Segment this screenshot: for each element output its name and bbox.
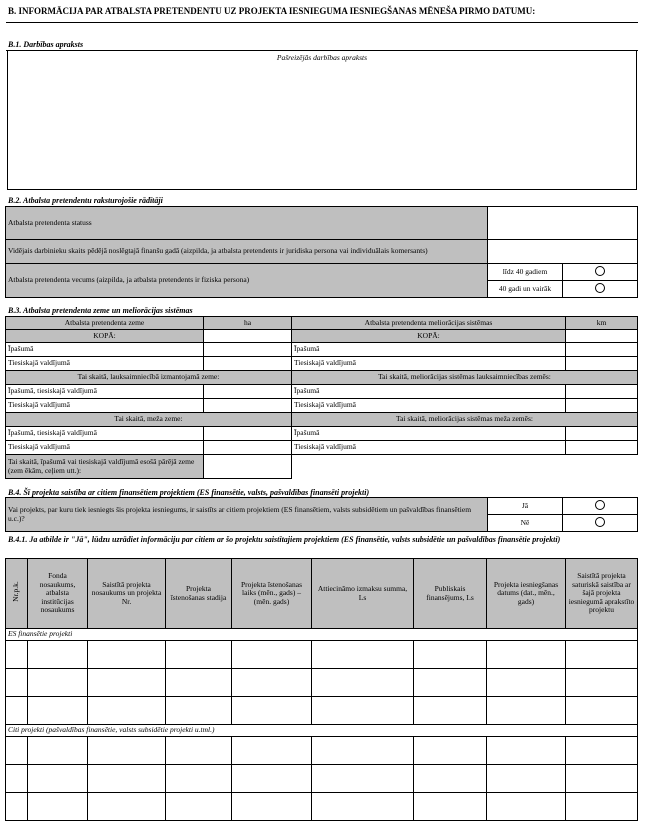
table-cell[interactable]	[487, 641, 566, 669]
related-no-radio[interactable]	[563, 515, 638, 532]
agri-land-lawful-label: Tiesiskajā valdījumā	[6, 399, 204, 413]
table-cell[interactable]	[312, 765, 414, 793]
table-cell[interactable]	[232, 641, 312, 669]
agri-mel-label: Tai skaitā, meliorācijas sistēmas lauksaimniecības zemēs:	[292, 371, 638, 385]
employees-label: Vidējais darbinieku skaits pēdējā noslēgtajā finanšu gadā (aizpilda, ja atbalsta pretendents ir juridiska persona vai individuālais komersants)	[6, 240, 488, 264]
col-nr-text: Nr.p.k.	[11, 581, 21, 602]
table-cell[interactable]	[166, 669, 232, 697]
table-cell[interactable]	[6, 737, 28, 765]
table-cell[interactable]	[414, 669, 487, 697]
b3-heading: B.3. Atbalsta pretendenta zeme un meliorācijas sistēmas	[8, 306, 193, 315]
table-cell[interactable]	[414, 765, 487, 793]
forest-mel-label: Tai skaitā, meliorācijas sistēmas meža zemēs:	[292, 413, 638, 427]
forest-mel-lawful-label: Tiesiskajā valdījumā	[292, 441, 566, 455]
age-label: Atbalsta pretendenta vecums (aizpilda, ja atbalsta pretendents ir fiziska persona)	[6, 264, 488, 298]
col-submission-date: Projekta iesniegšanas datums (dat., mēn., gads)	[487, 559, 566, 629]
table-cell[interactable]	[487, 669, 566, 697]
col-related-project: Saistītā projekta nosaukums un projekta Nr.	[88, 559, 166, 629]
forest-mel-own-label: Īpašumā	[292, 427, 566, 441]
table-cell[interactable]	[566, 737, 638, 765]
employees-field[interactable]	[488, 240, 638, 264]
mel-lawful-label: Tiesiskajā valdījumā	[292, 357, 566, 371]
table-cell[interactable]	[566, 669, 638, 697]
land-own-label: Īpašumā	[6, 343, 204, 357]
table-cell[interactable]	[166, 641, 232, 669]
other-land-blank	[292, 455, 638, 479]
agri-land-own-lawful-label: Īpašumā, tiesiskajā valdījumā	[6, 385, 204, 399]
table-cell[interactable]	[232, 669, 312, 697]
related-projects-table	[5, 558, 638, 821]
col-nr	[6, 559, 28, 629]
related-yes-radio[interactable]	[563, 498, 638, 515]
table-cell[interactable]	[487, 697, 566, 725]
status-label: Atbalsta pretendenta statuss	[6, 207, 488, 240]
col-period: Projekta īstenošanas laiks (mēn., gads) – (mēn. gads)	[232, 559, 312, 629]
table-cell[interactable]	[166, 737, 232, 765]
agri-land-lawful-ha[interactable]	[204, 399, 292, 413]
table-cell[interactable]	[487, 765, 566, 793]
other-land-ha[interactable]	[204, 455, 292, 479]
agri-mel-lawful-label: Tiesiskajā valdījumā	[292, 399, 566, 413]
table-cell[interactable]	[166, 765, 232, 793]
mel-own-km[interactable]	[566, 343, 638, 357]
b2-heading: B.2. Atbalsta pretendentu raksturojošie rādītāji	[8, 196, 163, 205]
related-question: Vai projekts, par kuru tiek iesniegts šis projekta iesniegums, ir saistīts ar citiem projektiem (ES finansētiem, valsts subsidētiem un pašvaldības finansētiem u.c.)?	[6, 498, 488, 532]
title-rule	[6, 22, 638, 23]
forest-land-label: Tai skaitā, meža zeme:	[6, 413, 292, 427]
table-cell[interactable]	[414, 793, 487, 821]
table-cell[interactable]	[28, 641, 88, 669]
table-cell[interactable]	[166, 697, 232, 725]
forest-mel-own-km[interactable]	[566, 427, 638, 441]
col-ha: ha	[204, 317, 292, 330]
table-cell[interactable]	[6, 641, 28, 669]
col-land: Atbalsta pretendenta zeme	[6, 317, 204, 330]
table-cell[interactable]	[28, 737, 88, 765]
forest-land-own-lawful-ha[interactable]	[204, 427, 292, 441]
related-yes-label: Jā	[488, 498, 563, 515]
table-cell[interactable]	[6, 669, 28, 697]
land-total-ha[interactable]	[204, 330, 292, 343]
b4-table	[5, 497, 638, 532]
table-cell[interactable]	[88, 793, 166, 821]
table-cell[interactable]	[232, 793, 312, 821]
land-total-label: KOPĀ:	[6, 330, 204, 343]
table-cell[interactable]	[487, 737, 566, 765]
forest-land-lawful-ha[interactable]	[204, 441, 292, 455]
col-public-funding: Publiskais finansējums, Ls	[414, 559, 487, 629]
b3-table	[5, 316, 638, 479]
table-cell[interactable]	[6, 793, 28, 821]
table-cell[interactable]	[566, 697, 638, 725]
table-cell[interactable]	[28, 697, 88, 725]
table-cell[interactable]	[88, 765, 166, 793]
land-lawful-label: Tiesiskajā valdījumā	[6, 357, 204, 371]
age-option-40-plus: 40 gadi un vairāk	[488, 281, 563, 298]
col-km: km	[566, 317, 638, 330]
table-cell[interactable]	[6, 765, 28, 793]
status-field[interactable]	[488, 207, 638, 240]
agri-mel-own-label: Īpašumā	[292, 385, 566, 399]
table-cell[interactable]	[312, 793, 414, 821]
table-cell[interactable]	[312, 641, 414, 669]
b41-heading: B.4.1. Ja atbilde ir "Jā", lūdzu uzrādiet informāciju par citiem ar šo projektu saistītajiem projektiem (ES finansētie, valsts subsidētie un pašvaldības finansētie projekti)	[8, 535, 561, 544]
group-other-projects: Citi projekti (pašvaldības finansētie, valsts subsidētie projekti u.tml.)	[6, 725, 638, 737]
age-under-40-radio[interactable]	[563, 264, 638, 281]
agri-land-own-lawful-ha[interactable]	[204, 385, 292, 399]
other-land-label: Tai skaitā, īpašumā vai tiesiskajā valdījumā esošā pārējā zeme (zem ēkām, ceļiem utt.):	[6, 455, 204, 479]
table-cell[interactable]	[232, 697, 312, 725]
table-cell[interactable]	[414, 737, 487, 765]
table-cell[interactable]	[414, 641, 487, 669]
land-lawful-ha[interactable]	[204, 357, 292, 371]
age-40-plus-radio[interactable]	[563, 281, 638, 298]
activity-description-caption: Pašreizējās darbības apraksts	[276, 53, 368, 62]
group-es-projects: ES finansētie projekti	[6, 629, 638, 641]
b4-heading: B.4. Šī projekta saistība ar citiem finansētiem projektiem (ES finansētie, valsts, pašvaldības finansēti projekti)	[8, 488, 370, 497]
b1-heading: B.1. Darbības apraksts	[8, 40, 84, 49]
table-cell[interactable]	[566, 765, 638, 793]
col-content-link: Saistītā projekta saturiskā saistība ar šajā projekta iesniegumā aprakstīto projektu	[566, 559, 638, 629]
table-cell[interactable]	[566, 641, 638, 669]
col-stage: Projekta īstenošanas stadija	[166, 559, 232, 629]
forest-mel-lawful-km[interactable]	[566, 441, 638, 455]
mel-own-label: Īpašumā	[292, 343, 566, 357]
mel-total-km[interactable]	[566, 330, 638, 343]
related-no-label: Nē	[488, 515, 563, 532]
table-cell[interactable]	[28, 765, 88, 793]
table-cell[interactable]	[566, 793, 638, 821]
table-cell[interactable]	[312, 697, 414, 725]
table-cell[interactable]	[6, 697, 28, 725]
age-option-under-40: līdz 40 gadiem	[488, 264, 563, 281]
table-cell[interactable]	[312, 669, 414, 697]
table-cell[interactable]	[166, 793, 232, 821]
agri-mel-own-km[interactable]	[566, 385, 638, 399]
forest-land-lawful-label: Tiesiskajā valdījumā	[6, 441, 204, 455]
table-cell[interactable]	[88, 697, 166, 725]
table-cell[interactable]	[88, 669, 166, 697]
table-cell[interactable]	[232, 765, 312, 793]
activity-description-box[interactable]	[7, 50, 637, 190]
forest-land-own-lawful-label: Īpašumā, tiesiskajā valdījumā	[6, 427, 204, 441]
col-eligible-costs: Attiecināmo izmaksu summa, Ls	[312, 559, 414, 629]
mel-total-label: KOPĀ:	[292, 330, 566, 343]
section-title: B. INFORMĀCIJA PAR ATBALSTA PRETENDENTU UZ PROJEKTA IESNIEGUMA IESNIEGŠANAS MĒNEŠA PIRMO DATUMU:	[8, 6, 536, 16]
table-cell[interactable]	[414, 697, 487, 725]
table-cell[interactable]	[28, 793, 88, 821]
table-cell[interactable]	[232, 737, 312, 765]
table-cell[interactable]	[28, 669, 88, 697]
col-fund: Fonda nosaukums, atbalsta institūcijas nosaukums	[28, 559, 88, 629]
b2-table	[5, 206, 638, 298]
table-cell[interactable]	[312, 737, 414, 765]
table-cell[interactable]	[88, 737, 166, 765]
agri-land-label: Tai skaitā, lauksaimniecībā izmantojamā zeme:	[6, 371, 292, 385]
agri-mel-lawful-km[interactable]	[566, 399, 638, 413]
table-cell[interactable]	[487, 793, 566, 821]
table-cell[interactable]	[88, 641, 166, 669]
mel-lawful-km[interactable]	[566, 357, 638, 371]
land-own-ha[interactable]	[204, 343, 292, 357]
col-mel: Atbalsta pretendenta meliorācijas sistēmas	[292, 317, 566, 330]
